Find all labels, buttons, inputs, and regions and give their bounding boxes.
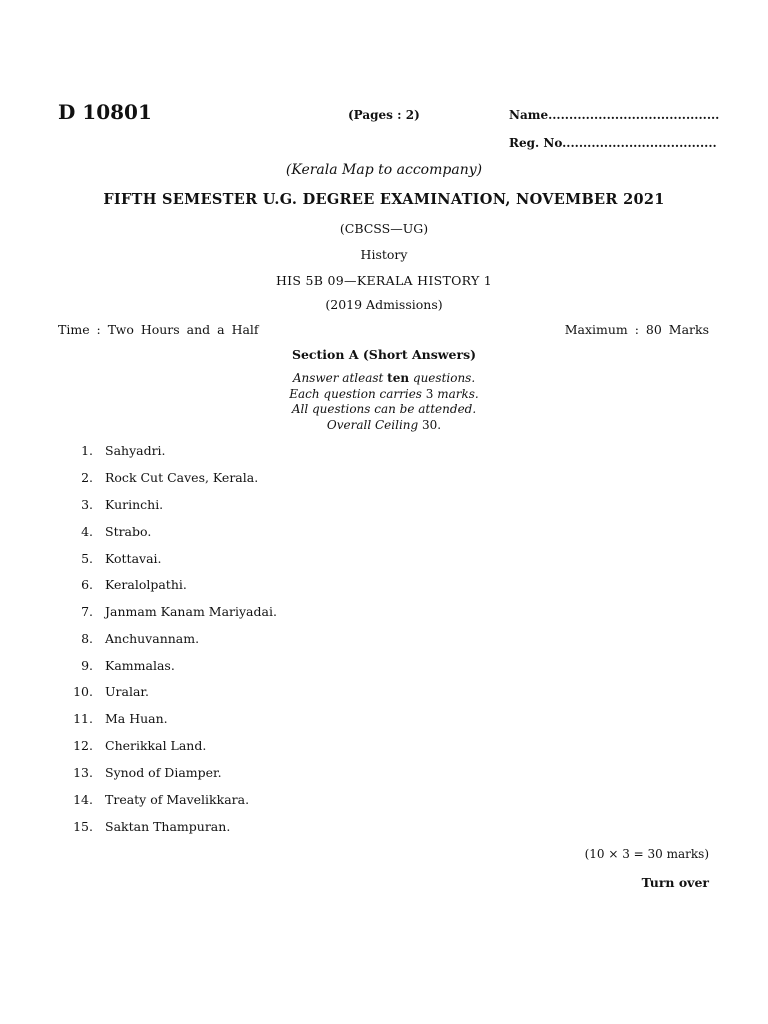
page-count: (Pages : 2) — [348, 108, 420, 122]
time-allowed: Time : Two Hours and a Half — [58, 322, 259, 337]
turn-over-label: Turn over — [641, 875, 709, 890]
exam-page: D 10801 (Pages : 2) Name......................................... Reg. No..................................... (Kerala Map to accompany) FIFTH SEMESTER U.G. DEGREE EXAMINATION, NOVEMBER 2021 (CBCSS—UG) History HIS 5B 09—KERALA HISTORY 1 (2019 Admissions) Time : Two Hours and a Half Maximum : 80 Marks Section A (Short Answers) Answer atleast ten questions. Each question carries 3 marks. All questions can be attended. Overall Ceiling 30. 1. Sahyadri. 2. Rock Cut Caves, Kerala. 3. Kurinchi. 4. Strabo. 5. Kottavai. 6. Keralolpathi. 7. Janmam Kanam Mariyadai. 8. Anchuvannam. 9. Kammalas. 10. Uralar. 11. Ma Huan. 12. Cherikkal Land. 13. Synod of Diamper. 14. Treaty of Mavelikkara. 15. Saktan Thampuran. (10 × 3 = 30 marks) Turn over — [0, 0, 768, 1024]
map-note: (Kerala Map to accompany) — [285, 162, 483, 178]
name-field-label: Name......................................... — [509, 108, 720, 122]
subject-label: History — [360, 247, 408, 262]
admissions-label: (2019 Admissions) — [325, 297, 443, 312]
marks-summary: (10 × 3 = 30 marks) — [584, 847, 709, 861]
reg-no-field-label: Reg. No..................................... — [509, 136, 717, 150]
instruction-line: Answer atleast ten questions. — [292, 371, 476, 385]
instruction-line: Overall Ceiling 30. — [326, 417, 442, 432]
section-instructions — [0, 371, 768, 433]
instruction-line: Each question carries 3 marks. — [289, 386, 479, 401]
paper-code: D 10801 — [58, 100, 152, 124]
exam-title: FIFTH SEMESTER U.G. DEGREE EXAMINATION, NOVEMBER 2021 — [103, 191, 665, 208]
section-title: Section A (Short Answers) — [291, 347, 477, 362]
instruction-line: All questions can be attended. — [291, 402, 477, 416]
paper-title: HIS 5B 09—KERALA HISTORY 1 — [275, 273, 493, 288]
maximum-marks: Maximum : 80 Marks — [564, 322, 709, 337]
scheme-label: (CBCSS—UG) — [339, 221, 429, 236]
